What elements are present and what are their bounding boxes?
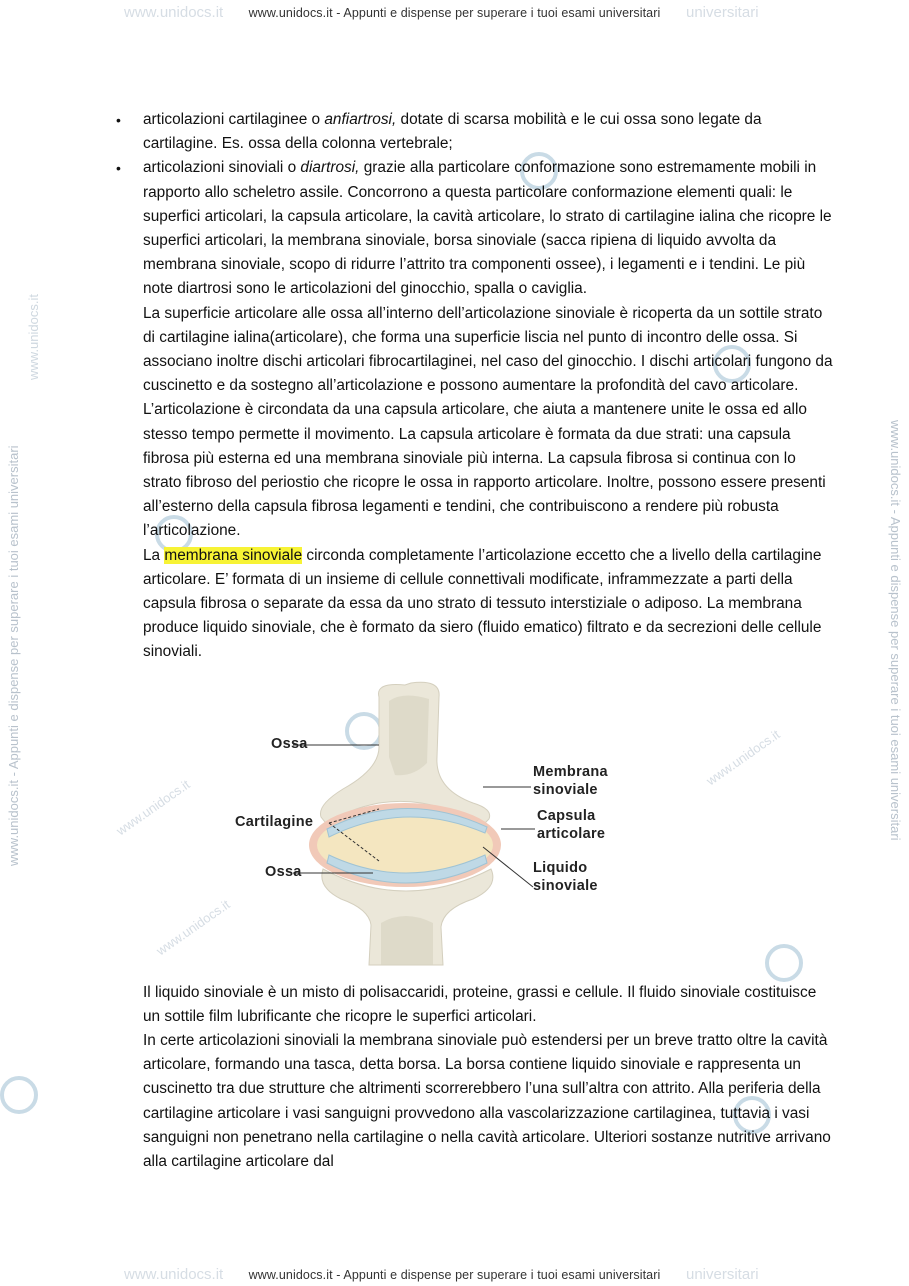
label-ossa-top: Ossa [271,735,308,752]
label-capsula-articolare: Capsula articolare [537,807,606,842]
label-ossa-bottom: Ossa [265,863,302,880]
watermark-top-left: www.unidocs.it [124,4,224,21]
diagonal-watermark: www.unidocs.it [703,726,783,789]
paragraph-cartilage: La superficie articolare alle ossa all’interno dell’articolazione sinoviale è ricoperta da un sottile strato di cartilagine ialina(articolare), che forma una superficie liscia nel punto di incontro delle ossa. Si associano inoltre dischi articolari fibrocartilaginei, nel caso del ginocchio. I dischi articolari fungono da cuscinetto e da sostegno all’articolazione e possono aumentare la profondità del cavo articolare. [143,304,833,395]
label-liquido-sinoviale: Liquido sinoviale [533,859,598,894]
list-item [143,156,833,301]
label-cartilagine: Cartilagine [235,813,314,830]
diagonal-watermark: www.unidocs.it [153,896,233,959]
footer-banner: www.unidocs.it - Appunti e dispense per superare i tuoi esami universitari [248,1268,661,1282]
unidocs-logo-watermark [0,1076,38,1114]
paragraph-capsule: L’articolazione è circondata da una capsula articolare, che aiuta a mantenere unite le ossa ed allo stesso tempo permette il movimento. La capsula articolare è formata da due strati: una capsula fibrosa più esterna ed una membrana sinoviale più interna. La capsula fibrosa si continua con lo strato fibroso del periostio che ricopre le ossa in rapporto articolare. Inoltre, possono essere presenti all’esterno della capsula fibrosa legamenti e tendini, che contribuiscono a rendere più robusta l’articolazione. [143,401,826,540]
left-side-watermark: www.unidocs.it - Appunti e dispense per superare i tuoi esami universitari [6,445,21,866]
paragraph-synovial-fluid: Il liquido sinoviale è un misto di polisaccaridi, proteine, grassi e cellule. Il fluido sinoviale costituisce un sottile film lubrificante che ricopre le superfici articolari. [143,983,817,1025]
highlighted-term: membrana sinoviale [164,546,303,564]
term-diartrosi: diartrosi, [300,159,360,177]
paragraph-bursa: In certe articolazioni sinoviali la membrana sinoviale può estendersi per un breve tratto oltre la cavità articolare, formando una tasca, detta borsa. La borsa contiene liquido sinoviale e rappresenta un cuscinetto tra due strutture che altrimenti scorrerebbero l’una sull’altra con attrito. Alla periferia della cartilagine articolare i vasi sanguigni provvedono alla vascolarizzazione cartilaginea, tuttavia i vasi sanguigni non penetrano nella cartilagine o nella cavità articolare. Ulteriori sostanze nutritive arrivano alla cartilagine articolare dal [143,1032,831,1171]
list-item [143,108,833,156]
synovial-joint-figure [143,677,833,967]
right-side-watermark: www.unidocs.it - Appunti e dispense per superare i tuoi esami universitari [888,420,903,841]
bullet-text-before: articolazioni sinoviali o [143,159,301,177]
header-banner: www.unidocs.it - Appunti e dispense per superare i tuoi esami universitari [248,6,661,20]
document-body [143,108,833,1174]
paragraph-synovial-membrane: La membrana sinoviale circonda completamente l’articolazione eccetto che a livello della cartilagine articolare. E’ formata di un insieme di cellule connettivali modificate, inframmezzate a parti della capsula fibrosa o separate da essa da uno strato di tessuto interstiziale o adiposo. La membrana produce liquido sinoviale, che è formato da siero (fluido ematico) filtrato e da secrezioni delle cellule sinoviali. [143,546,822,661]
bullet-text-before: articolazioni cartilaginee o [143,111,325,128]
joint-types-list [143,108,833,302]
term-anfiartrosi: anfiartrosi, [324,111,397,128]
watermark-top-right: universitari [686,4,759,21]
watermark-bottom-right: universitari [686,1266,759,1283]
left-fragment-watermark: www.unidocs.it [26,294,41,380]
bullet-text-after: grazie alla particolare conformazione sono estremamente mobili in rapporto allo scheletro assile. Concorrono a questa particolare conformazione elementi quali: le superfici articolari, la capsula articolare, la cavità articolare, lo strato di cartilagine ialina che ricopre le superfici articolari, la membrana sinoviale, borsa sinoviale (sacca ripiena di liquido avvolta da membrana sinoviale, scopo di ridurre l’attrito tra componenti ossee), i legamenti e i tendini. Le più note diartrosi sono le articolazioni del ginocchio, spalla o caviglia. [143,159,832,298]
bullet-text-after: dotate di scarsa mobilità e le cui ossa sono legate da cartilagine. Es. ossa della colonna vertebrale; [143,111,762,153]
diagonal-watermark: www.unidocs.it [113,776,193,839]
label-membrana-sinoviale: Membrana sinoviale [533,763,608,798]
watermark-bottom-left: www.unidocs.it [124,1266,224,1283]
